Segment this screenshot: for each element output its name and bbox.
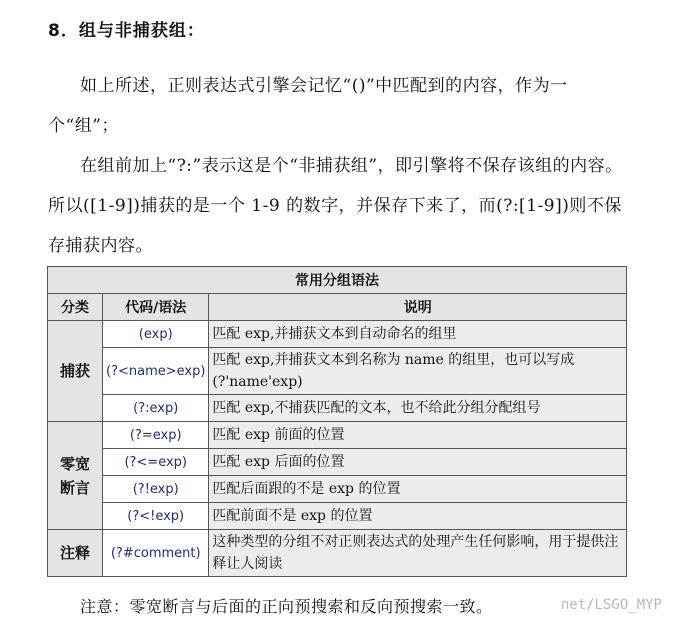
header-code: 代码/语法	[103, 294, 209, 321]
description-cell: 这种类型的分组不对正则表达式的处理产生任何影响，用于提供注释让人阅读	[209, 530, 627, 577]
table-row	[48, 422, 627, 449]
paragraph-text: 在组前加上“?:”表示这是个“非捕获组”，即引擎将不保存该组的内容。所以([1-9])捕获的是一个 1-9 的数字，并保存下来了，而(?:[1-9])则不保存捕获内容。	[48, 156, 623, 256]
category-label: 零宽断言	[59, 454, 90, 497]
code-cell: (?<name>exp)	[103, 348, 209, 395]
category-cell	[48, 422, 103, 530]
code-cell: (?:exp)	[103, 395, 209, 422]
description-cell: 匹配 exp,并捕获文本到名称为 name 的组里，也可以写成(?'name'exp)	[209, 348, 627, 395]
note-text: 注意：零宽断言与后面的正向预搜索和反向预搜索一致。	[80, 597, 493, 616]
paragraph-non-capturing	[48, 146, 630, 266]
section-heading: 8．组与非捕获组：	[48, 21, 205, 41]
code-cell: (?<=exp)	[103, 449, 209, 476]
code-cell: (?=exp)	[103, 422, 209, 449]
table-caption: 常用分组语法	[48, 267, 627, 294]
code-cell: (?<!exp)	[103, 503, 209, 530]
table-row	[48, 449, 627, 476]
watermark-text: net/LSGO_MYP	[560, 597, 662, 613]
code-cell: (?!exp)	[103, 476, 209, 503]
table-row	[48, 530, 627, 577]
table-row	[48, 476, 627, 503]
category-cell: 注释	[48, 530, 103, 577]
description-cell: 匹配 exp 后面的位置	[209, 449, 627, 476]
header-description: 说明	[209, 294, 627, 321]
category-cell: 捕获	[48, 321, 103, 422]
description-cell: 匹配前面不是 exp 的位置	[209, 503, 627, 530]
table-row	[48, 348, 627, 395]
header-category: 分类	[48, 294, 103, 321]
table-row	[48, 321, 627, 348]
paragraph-groups-intro	[48, 66, 630, 146]
description-cell: 匹配 exp,并捕获文本到自动命名的组里	[209, 321, 627, 348]
code-cell: (exp)	[103, 321, 209, 348]
table-row	[48, 395, 627, 422]
description-cell: 匹配 exp,不捕获匹配的文本，也不给此分组分配组号	[209, 395, 627, 422]
paragraph-text: 如上所述，正则表达式引擎会记忆“()”中匹配到的内容，作为一个“组”；	[48, 76, 568, 136]
description-cell: 匹配后面跟的不是 exp 的位置	[209, 476, 627, 503]
table-row	[48, 503, 627, 530]
group-syntax-table	[47, 266, 627, 577]
description-cell: 匹配 exp 前面的位置	[209, 422, 627, 449]
code-cell: (?#comment)	[103, 530, 209, 577]
